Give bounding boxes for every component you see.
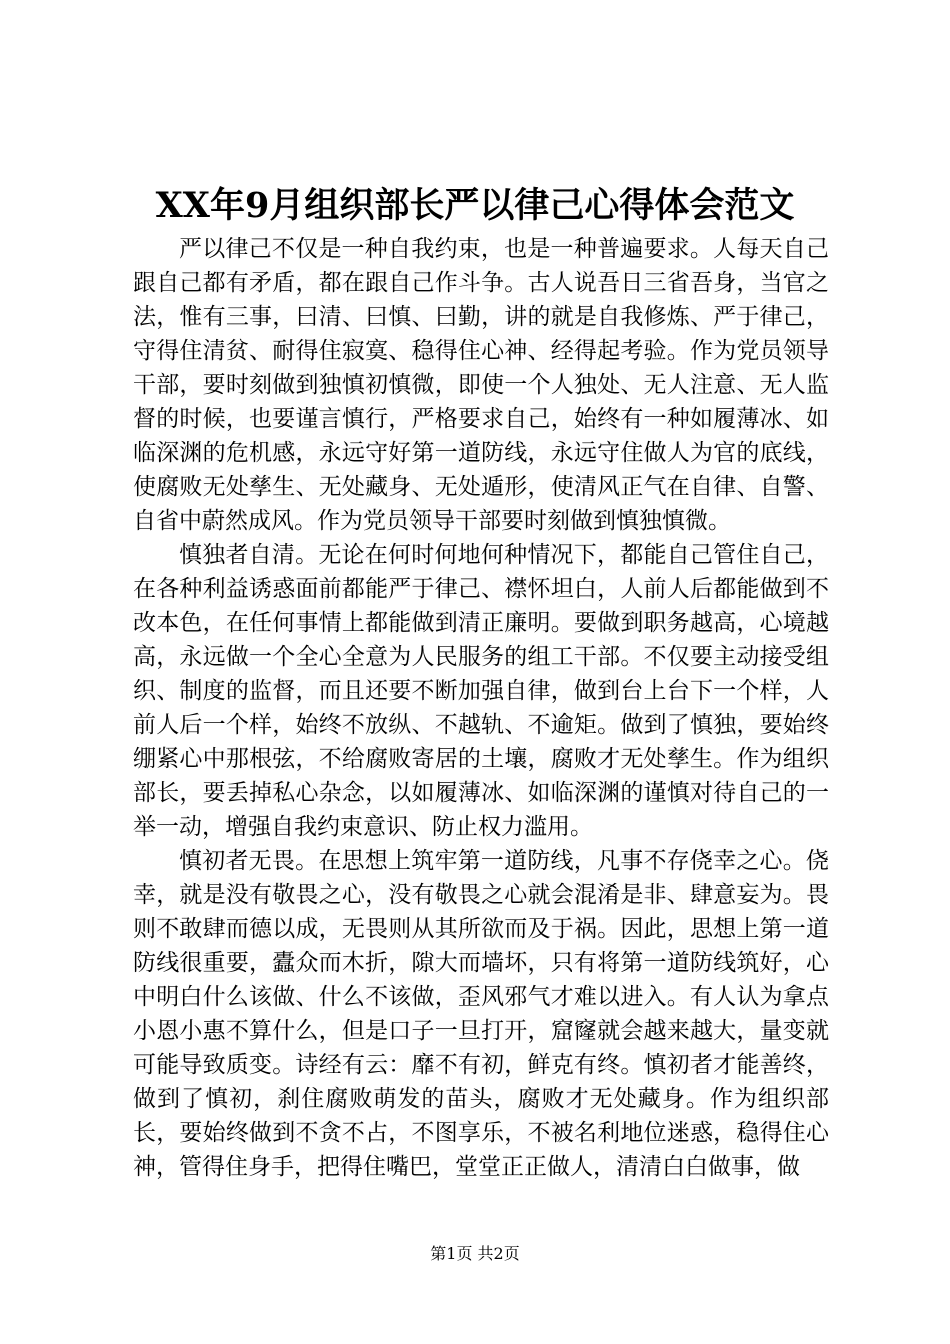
paragraph-2: 慎独者自清。无论在何时何地何种情况下，都能自己管住自己，在各种利益诱惑面前都能严于律己、襟怀坦白，人前人后都能做到不改本色，在任何事情上都能做到清正廉明。要做到职务越高，心境越高，永远做一个全心全意为人民服务的组工干部。不仅要主动接受组织、制度的监督，而且还要不断加强自律，做到台上台下一个样，人前人后一个样，始终不放纵、不越轨、不逾矩。做到了慎独，要始终绷紧心中那根弦，不给腐败寄居的土壤，腐败才无处孳生。作为组织部长，要丢掉私心杂念，以如履薄冰、如临深渊的谨慎对待自己的一举一动，增强自我约束意识、防止权力滥用。 — [133, 542, 829, 840]
document-body — [133, 232, 829, 1184]
paragraph-1: 严以律己不仅是一种自我约束，也是一种普遍要求。人每天自己跟自己都有矛盾，都在跟自己作斗争。古人说吾日三省吾身，当官之法，惟有三事，曰清、曰慎、曰勤，讲的就是自我修炼、严于律己，守得住清贫、耐得住寂寞、稳得住心神、经得起考验。作为党员领导干部，要时刻做到独慎初慎微，即使一个人独处、无人注意、无人监督的时候，也要谨言慎行，严格要求自己，始终有一种如履薄冰、如临深渊的危机感，永远守好第一道防线，永远守住做人为官的底线，使腐败无处孳生、无处藏身、无处遁形，使清风正气在自律、自警、自省中蔚然成风。作为党员领导干部要时刻做到慎独慎微。 — [133, 236, 829, 534]
document-title: XX年9月组织部长严以律己心得体会范文 — [155, 185, 795, 226]
page-footer: 第1页 共2页 — [430, 1244, 520, 1263]
paragraph-3: 慎初者无畏。在思想上筑牢第一道防线，凡事不存侥幸之心。侥幸，就是没有敬畏之心，没有敬畏之心就会混淆是非、肆意妄为。畏则不敢肆而德以成，无畏则从其所欲而及于祸。因此，思想上第一道防线很重要，蠹众而木折，隙大而墙坏，只有将第一道防线筑好，心中明白什么该做、什么不该做，歪风邪气才难以进入。有人认为拿点小恩小惠不算什么，但是口子一旦打开，窟窿就会越来越大，量变就可能导致质变。诗经有云：靡不有初，鲜克有终。慎初者才能善终，做到了慎初，刹住腐败萌发的苗头，腐败才无处藏身。作为组织部长，要始终做到不贪不占，不图享乐，不被名利地位迷惑，稳得住心神，管得住身手，把得住嘴巴，堂堂正正做人，清清白白做事，做 — [133, 848, 829, 1180]
